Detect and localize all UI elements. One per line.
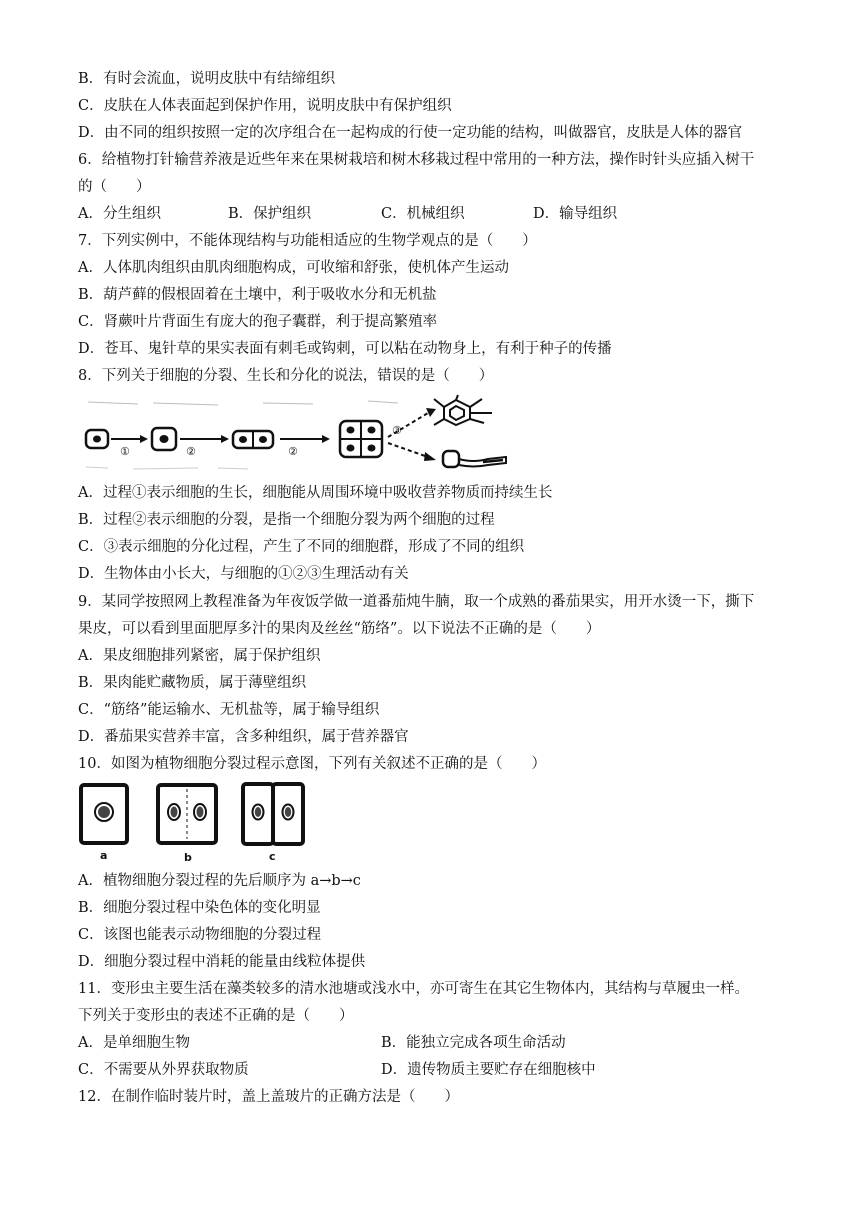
q7-stem: 7．下列实例中，不能体现结构与功能相适应的生物学观点的是（ ） — [78, 233, 537, 249]
q6-option-c: C．机械组织 — [381, 206, 465, 222]
q11-stem-line-1: 11．变形虫主要生活在藻类较多的清水池塘或浅水中，亦可寄生在其它生物体内，其结构与草履虫一样。 — [78, 981, 749, 997]
cell-single-small — [86, 430, 108, 448]
cell-a — [81, 785, 127, 843]
q11-stem-line-2: 下列关于变形虫的表述不正确的是（ ） — [78, 1008, 354, 1024]
q7-option-d: D．苍耳、鬼针草的果实表面有刺毛或钩刺，可以粘在动物身上，有利于种子的传播 — [78, 341, 612, 357]
q9-option-b: B．果肉能贮藏物质，属于薄壁组织 — [78, 675, 307, 691]
q11-option-b: B．能独立完成各项生命活动 — [381, 1035, 566, 1051]
label-c: c — [269, 850, 276, 863]
q7-option-c: C．肾蕨叶片背面生有庞大的孢子囊群，利于提高繁殖率 — [78, 314, 438, 330]
q5-option-b: B．有时会流血，说明皮肤中有结缔组织 — [78, 71, 336, 87]
q9-option-d: D．番茄果实营养丰富，含多种组织，属于营养器官 — [78, 729, 409, 745]
q5-option-c: C．皮肤在人体表面起到保护作用，说明皮肤中有保护组织 — [78, 98, 452, 114]
cell-two-divided — [233, 431, 273, 448]
q9-stem-line-2: 果皮，可以看到里面肥厚多汁的果肉及丝丝“筋络”。以下说法不正确的是（ ） — [78, 621, 601, 637]
q12-stem: 12．在制作临时装片时，盖上盖玻片的正确方法是（ ） — [78, 1089, 459, 1105]
q10-option-c: C．该图也能表示动物细胞的分裂过程 — [78, 927, 322, 943]
q7-option-a: A．人体肌肉组织由肌肉细胞构成，可收缩和舒张，使机体产生运动 — [78, 260, 509, 276]
scan-noise-top — [88, 401, 398, 405]
q5-option-d: D．由不同的组织按照一定的次序组合在一起构成的行使一定功能的结构，叫做器官，皮肤是人体的器官 — [78, 125, 743, 141]
elongated-cell-icon — [443, 451, 506, 467]
q11-option-d: D．遗传物质主要贮存在细胞核中 — [381, 1062, 596, 1078]
q10-option-d: D．细胞分裂过程中消耗的能量由线粒体提供 — [78, 954, 366, 970]
cell-four-divided — [340, 421, 382, 457]
dashed-arrow-down — [388, 443, 428, 457]
q6-option-b: B．保护组织 — [228, 206, 312, 222]
step-label-1: ① — [120, 445, 130, 458]
q10-stem: 10．如图为植物细胞分裂过程示意图，下列有关叙述不正确的是（ ） — [78, 756, 546, 772]
nerve-cell-icon — [434, 395, 492, 425]
q11-option-c: C．不需要从外界获取物质 — [78, 1062, 249, 1078]
q8-option-d: D．生物体由小长大，与细胞的①②③生理活动有关 — [78, 566, 409, 582]
step-label-2b: ② — [288, 445, 298, 458]
label-b: b — [184, 851, 192, 863]
q9-option-c: C．“筋络”能运输水、无机盐等，属于输导组织 — [78, 702, 380, 718]
q8-option-c: C．③表示细胞的分化过程，产生了不同的细胞群，形成了不同的组织 — [78, 539, 525, 555]
q11-option-a: A．是单细胞生物 — [78, 1035, 190, 1051]
step-label-2a: ② — [186, 445, 196, 458]
q8-option-a: A．过程①表示细胞的生长，细胞能从周围环境中吸收营养物质而持续生长 — [78, 485, 553, 501]
label-a: a — [100, 849, 108, 862]
q9-stem-line-1: 9．某同学按照网上教程准备为年夜饭学做一道番茄炖牛腩，取一个成熟的番茄果实，用开水烫一下，撕下 — [78, 594, 755, 610]
q6-stem-line-1: 6．给植物打针输营养液是近些年来在果树栽培和树木移栽过程中常用的一种方法，操作时针头应插入树干 — [78, 152, 755, 168]
q6-option-a: A．分生组织 — [78, 206, 161, 222]
scan-noise-bottom — [86, 467, 248, 469]
q6-stem-line-2: 的（ ） — [78, 179, 151, 195]
cell-b — [158, 785, 216, 843]
q6-option-d: D．输导组织 — [533, 206, 618, 222]
q8-cell-process-figure — [78, 393, 518, 473]
q7-option-b: B．葫芦藓的假根固着在土壤中，利于吸收水分和无机盐 — [78, 287, 437, 303]
q9-option-a: A．果皮细胞排列紧密，属于保护组织 — [78, 648, 321, 664]
q8-stem: 8．下列关于细胞的分裂、生长和分化的说法，错误的是（ ） — [78, 368, 494, 384]
q8-option-b: B．过程②表示细胞的分裂，是指一个细胞分裂为两个细胞的过程 — [78, 512, 495, 528]
q10-option-a: A．植物细胞分裂过程的先后顺序为 a→b→c — [78, 873, 361, 889]
q10-option-b: B．细胞分裂过程中染色体的变化明显 — [78, 900, 321, 916]
cell-c — [243, 784, 303, 844]
q10-plant-cell-division-figure — [78, 781, 318, 863]
cell-grown — [152, 428, 176, 450]
step-label-3: ③ — [392, 424, 402, 437]
